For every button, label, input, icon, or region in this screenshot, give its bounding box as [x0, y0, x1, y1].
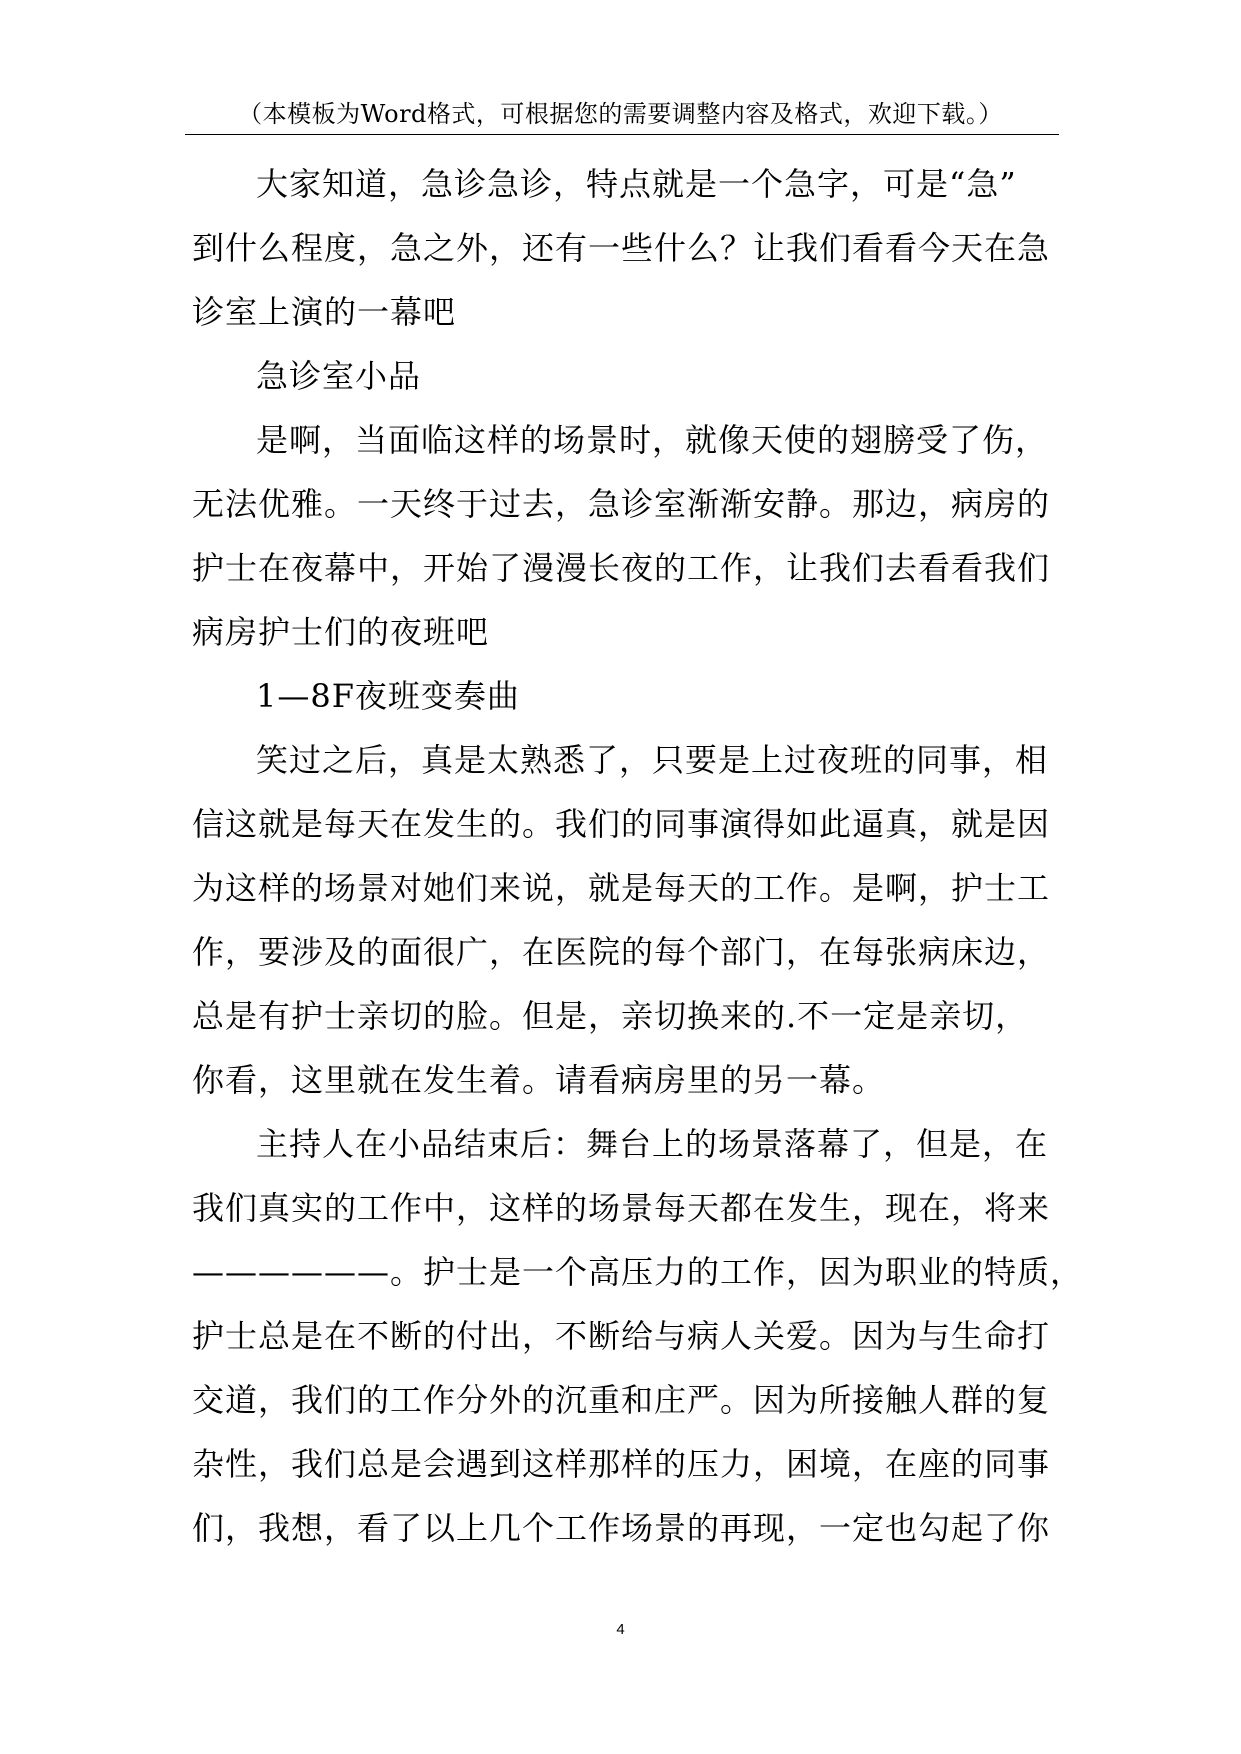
- text-line: 交道，我们的工作分外的沉重和庄严。因为所接触人群的复: [192, 1381, 1051, 1419]
- template-note: （本模板为Word格式，可根据您的需要调整内容及格式，欢迎下载。）: [238, 100, 1003, 128]
- text-line: 是啊，当面临这样的场景时，就像天使的翅膀受了伤，: [256, 421, 1049, 459]
- text-line: 到什么程度，急之外，还有一些什么？让我们看看今天在急: [192, 229, 1051, 267]
- section-heading: 1—8F夜班变奏曲: [256, 677, 520, 715]
- text-line: 护士总是在不断的付出，不断给与病人关爱。因为与生命打: [192, 1317, 1051, 1355]
- text-line: 我们真实的工作中，这样的场景每天都在发生，现在，将来: [192, 1189, 1051, 1227]
- text-line: 大家知道，急诊急诊，特点就是一个急字，可是“急”: [256, 165, 1017, 203]
- text-line: 信这就是每天在发生的。我们的同事演得如此逼真，就是因: [192, 805, 1051, 843]
- text-line: 笑过之后，真是太熟悉了，只要是上过夜班的同事，相: [256, 741, 1049, 779]
- page-number: 4: [616, 1621, 625, 1638]
- section-heading: 急诊室小品: [256, 357, 422, 395]
- text-line: 为这样的场景对她们来说，就是每天的工作。是啊，护士工: [192, 869, 1051, 907]
- text-line: 作，要涉及的面很广，在医院的每个部门，在每张病床边，: [192, 933, 1051, 971]
- text-line: 杂性，我们总是会遇到这样那样的压力，困境，在座的同事: [192, 1445, 1051, 1483]
- text-line: 总是有护士亲切的脸。但是，亲切换来的.不一定是亲切，: [192, 997, 1029, 1035]
- text-line: 主持人在小品结束后：舞台上的场景落幕了，但是，在: [256, 1125, 1049, 1163]
- text-line: ——————。护士是一个高压力的工作，因为职业的特质，: [192, 1253, 1084, 1291]
- text-line: 们，我想，看了以上几个工作场景的再现，一定也勾起了你: [192, 1509, 1051, 1547]
- text-line: 你看，这里就在发生着。请看病房里的另一幕。: [192, 1061, 886, 1099]
- text-line: 病房护士们的夜班吧: [192, 613, 490, 651]
- header-divider: [185, 134, 1059, 135]
- text-line: 无法优雅。一天终于过去，急诊室渐渐安静。那边，病房的: [192, 485, 1051, 523]
- body-text: [192, 152, 1084, 1560]
- text-line: 护士在夜幕中，开始了漫漫长夜的工作，让我们去看看我们: [192, 549, 1051, 587]
- text-line: 诊室上演的一幕吧: [192, 293, 457, 331]
